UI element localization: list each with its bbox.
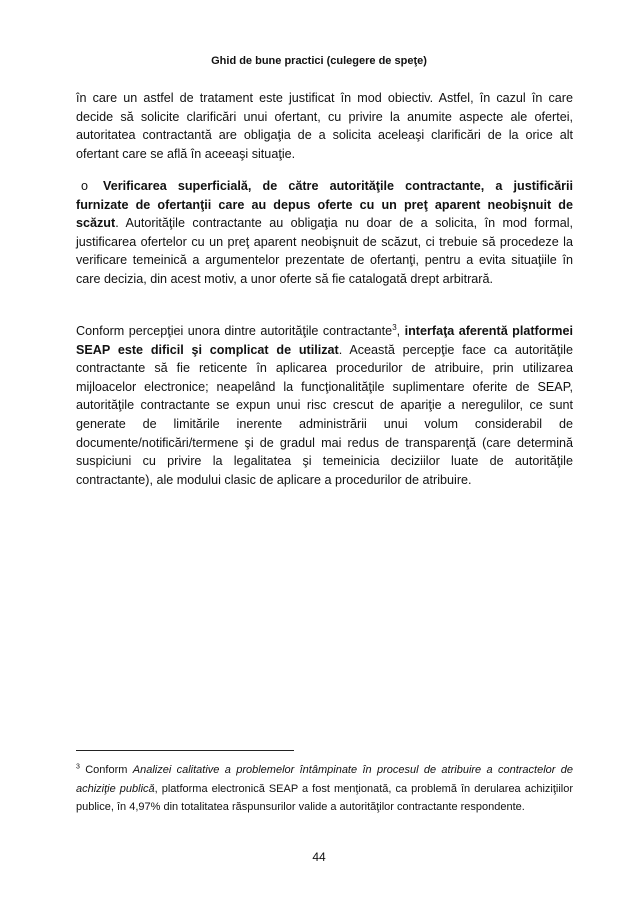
footnote — [76, 761, 573, 817]
footnote-number: 3 — [76, 763, 80, 771]
page-header: Ghid de bune practici (culegere de speţe) — [211, 55, 427, 67]
bullet-marker: o — [81, 179, 89, 193]
paragraph-seap-interface — [76, 322, 573, 489]
bullet-text: . Autorităţile contractante au obligaţia nu doar de a solicita, în mod formal, justificarea ofertelor cu un preţ aparent neobişnuit de scăzut, ci trebuie să procedeze la verificare temeinică a argumentelor prezentate de ofertanţi, pentru a evita situaţiile în care decizia, din acest motiv, a unor oferte să fie catalogată drept arbitrară. — [76, 216, 573, 286]
footnote-italic-source: Analizei calitative a problemelor întâmpinate în procesul de atribuire a contractelor de achiziţie publică — [76, 764, 574, 795]
paragraph-equal-treatment — [76, 89, 573, 163]
paragraph-text-intro: Conform percepţiei unora dintre autorităţile contractante — [76, 324, 393, 338]
footnote-separator-line — [76, 750, 294, 751]
bullet-bold-heading: Verificarea superficială, de către autorităţile contractante, a justificării furnizate de ofertanţii care au depus oferte cu un preţ aparent neobişnuit de scăzut — [76, 179, 573, 231]
paragraph-text-rest: . Această percepţie face ca autorităţile contractante să fie reticente în aplicarea procedurilor de atribuire, prin utilizarea mijloacelor electronice; neapelând la funcţionalităţile suplimentare oferite de SEAP, autorităţile contractante se expun unui risc crescut de apariţie a neregulilor, ce sunt generate de limitările inerente administrării unui volum considerabil de documente/notificări/termene şi de gradul mai redus de transparenţă (care determină suspiciuni cu privire la legalitatea şi temeinicia deciziilor luate de autorităţile contractante), ale modului clasic de aplicare a procedurilor de atribuire. — [76, 342, 573, 487]
footnote-text-rest: , platforma electronică SEAP a fost menţionată, ca problemă în derularea achiziţiilor publice, în 4,97% din totalitatea răspunsurilor valide a autorităţilor contractante respondente. — [76, 782, 574, 813]
paragraph-text: în care un astfel de tratament este justificat în mod obiectiv. Astfel, în cazul în care decide să solicite clarificări unui ofertant, cu privire la anumite aspecte ale ofertei, autoritatea contractantă are obligaţia de a solicita aceleaşi clarificări de la orice alt ofertant care se află în aceeaşi situaţie. — [76, 91, 573, 161]
separator: , — [396, 324, 405, 338]
footnote-text-intro: Conform — [79, 764, 133, 776]
paragraph-bold-statement: interfaţa aferentă platformei SEAP este dificil şi complicat de utilizat — [76, 324, 574, 357]
bullet-paragraph-superficial-verification — [76, 177, 573, 289]
page-number: 44 — [312, 850, 326, 864]
footnote-reference[interactable]: 3 — [392, 322, 397, 332]
